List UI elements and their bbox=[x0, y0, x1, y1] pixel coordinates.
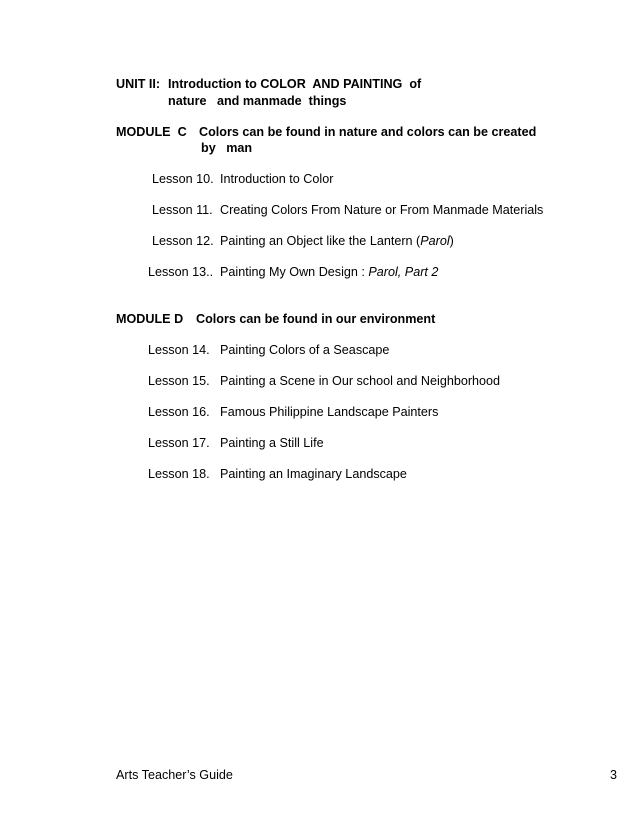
lesson-title-emphasis: Parol bbox=[420, 234, 450, 248]
module-c-title-line-1: Colors can be found in nature and colors can be created bbox=[199, 125, 537, 139]
lesson-title: Famous Philippine Landscape Painters bbox=[220, 405, 439, 419]
unit-title-line-1: Introduction to COLOR AND PAINTING of bbox=[168, 77, 422, 91]
lesson-title bbox=[220, 233, 454, 249]
module-d-label: MODULE D bbox=[116, 312, 184, 326]
lesson-title bbox=[220, 264, 438, 280]
lesson-number: Lesson 13.. bbox=[148, 265, 214, 279]
lesson-number: Lesson 16. bbox=[148, 405, 210, 419]
unit-title-line-2: nature and manmade things bbox=[168, 94, 347, 108]
lesson-title-emphasis: Parol, Part 2 bbox=[368, 265, 439, 279]
lesson-title: Painting a Scene in Our school and Neighborhood bbox=[220, 374, 501, 388]
lesson-title: Painting a Still Life bbox=[220, 436, 324, 450]
lesson-title: Painting Colors of a Seascape bbox=[220, 343, 390, 357]
module-d-title: Colors can be found in our environment bbox=[196, 312, 436, 326]
footer-guide-title: Arts Teacher’s Guide bbox=[116, 768, 233, 782]
page-number: 3 bbox=[610, 768, 618, 782]
lesson-number: Lesson 15. bbox=[148, 374, 210, 388]
lesson-title: Painting an Imaginary Landscape bbox=[220, 467, 407, 481]
lesson-number: Lesson 12. bbox=[152, 234, 214, 248]
lesson-title-text: Painting an Object like the Lantern ( bbox=[220, 234, 421, 248]
module-c-title-line-2: by man bbox=[201, 141, 253, 155]
lesson-title: Creating Colors From Nature or From Manmade Materials bbox=[220, 203, 544, 217]
lesson-title: Introduction to Color bbox=[220, 172, 334, 186]
unit-label: UNIT II: bbox=[116, 77, 161, 91]
lesson-title-text: Painting My Own Design : bbox=[220, 265, 369, 279]
lesson-number: Lesson 14. bbox=[148, 343, 210, 357]
lesson-title-text: ) bbox=[449, 234, 454, 248]
lesson-number: Lesson 17. bbox=[148, 436, 210, 450]
lesson-number: Lesson 11. bbox=[152, 203, 213, 217]
module-c-label: MODULE C bbox=[116, 125, 187, 139]
lesson-number: Lesson 10. bbox=[152, 172, 214, 186]
lesson-number: Lesson 18. bbox=[148, 467, 210, 481]
